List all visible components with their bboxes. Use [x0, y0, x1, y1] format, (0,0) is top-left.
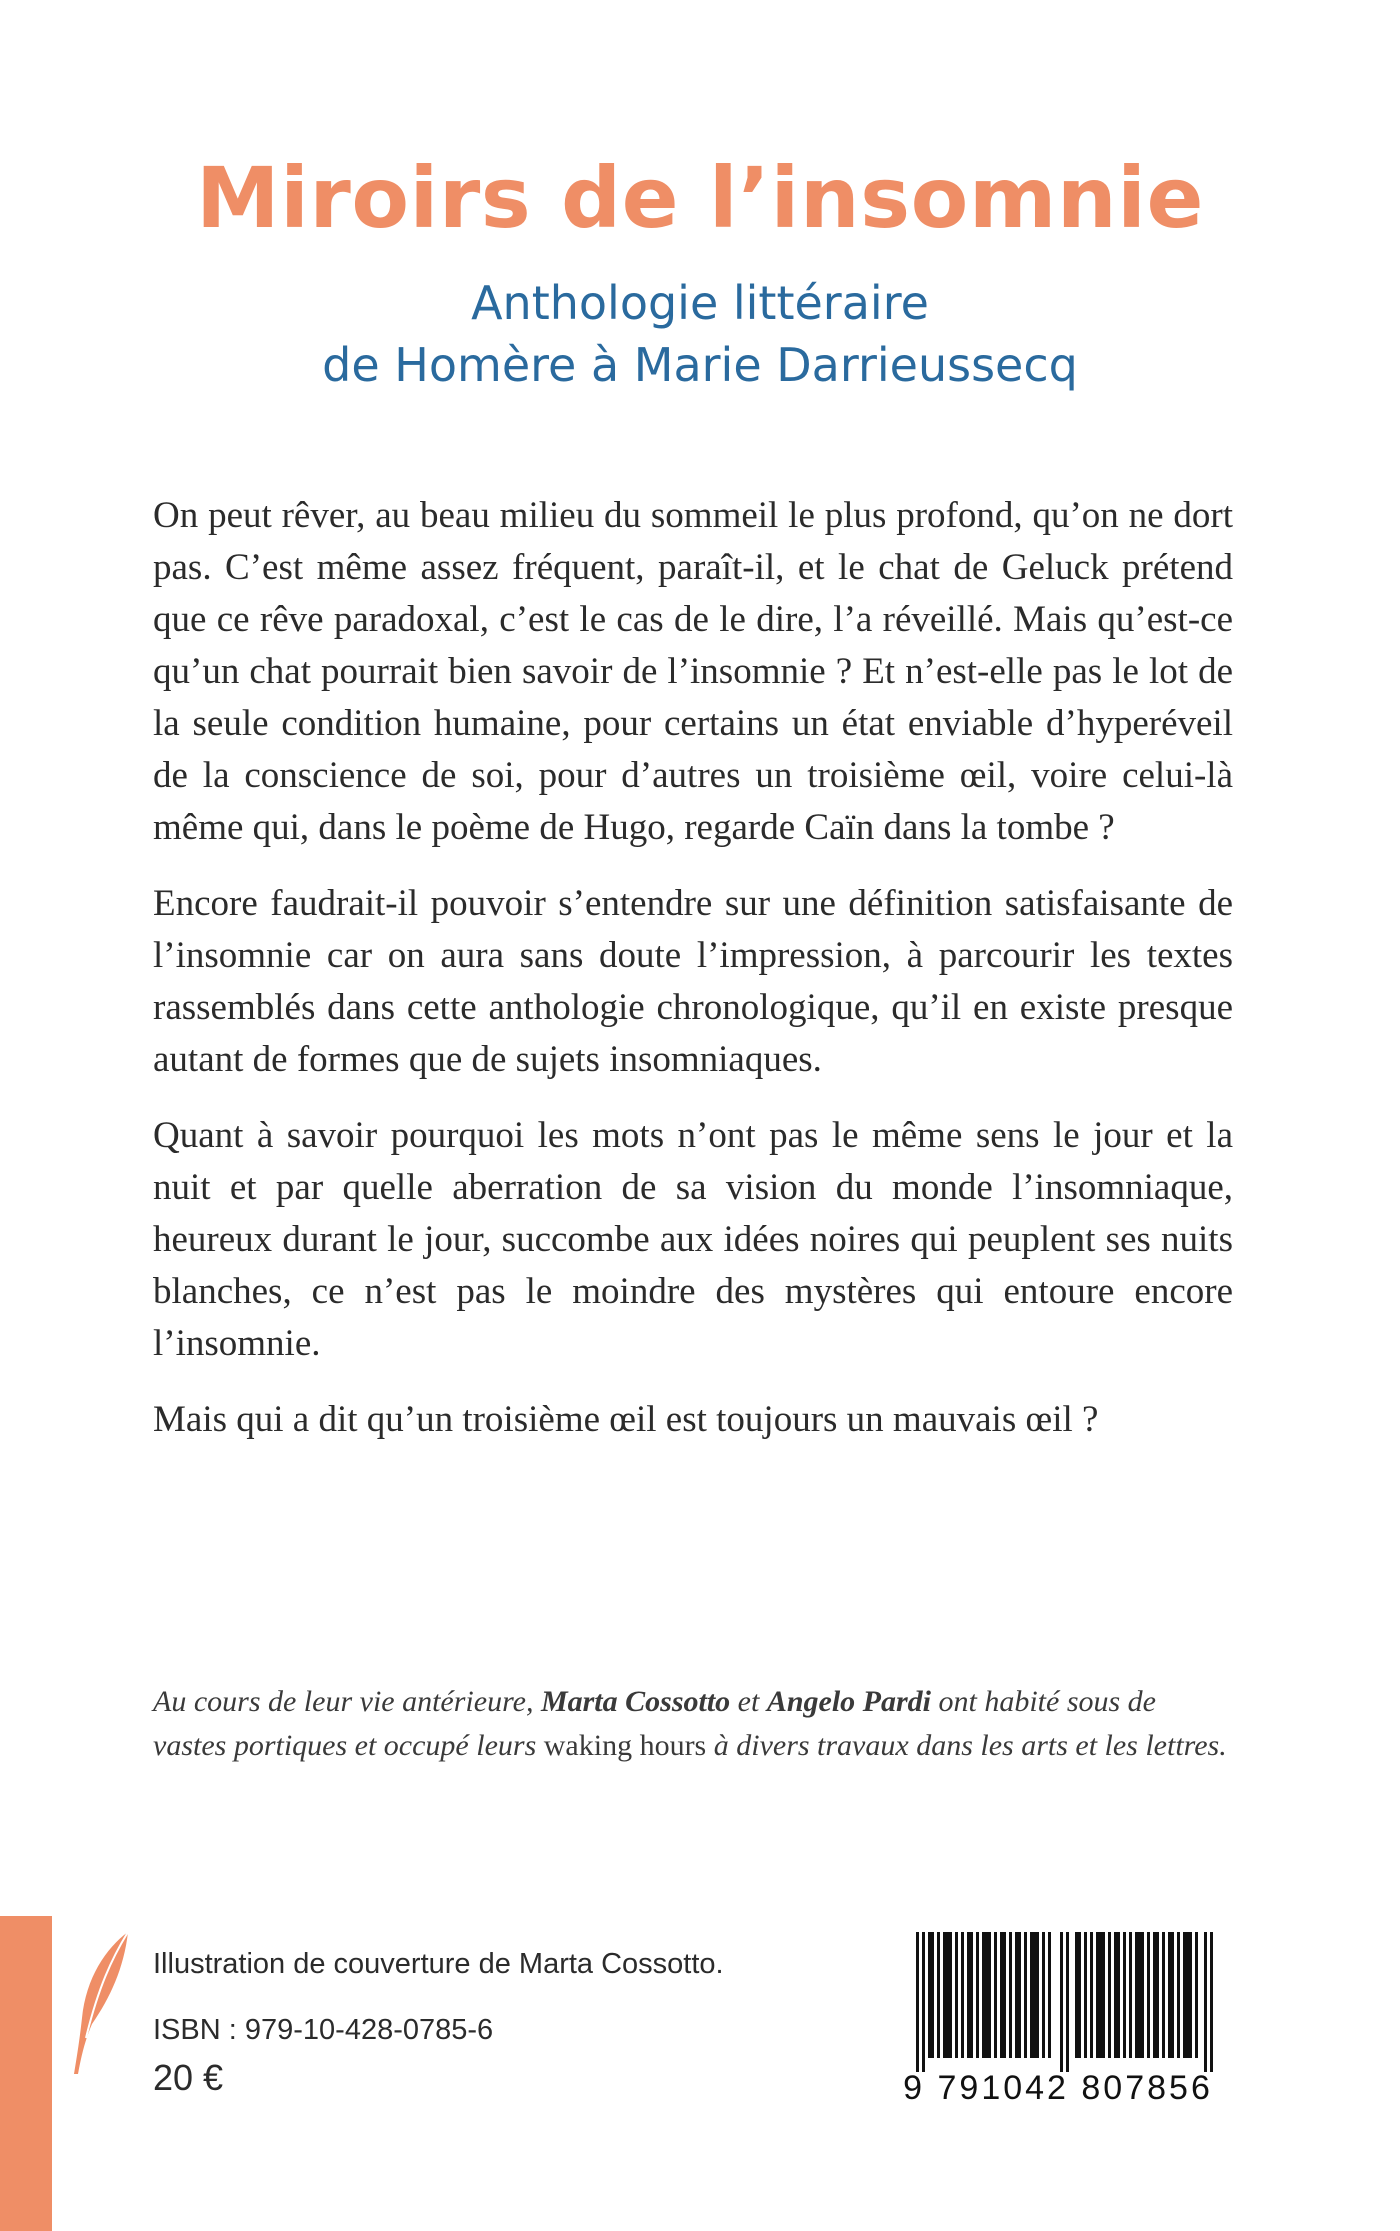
bio-english-phrase: waking hours — [543, 1729, 707, 1762]
blurb-paragraph-4: Mais qui a dit qu’un troisième œil est toujours un mauvais œil ? — [153, 1399, 1099, 1440]
feather-icon — [66, 1928, 136, 2078]
book-subtitle — [0, 272, 1400, 396]
bio-author-1: Marta Cossotto — [540, 1685, 731, 1718]
blurb-paragraph-3: Quant à savoir pourquoi les mots n’ont pas le même sens le jour et la nuit et par quelle aberration de sa vision du monde l’insomniaque, heureux durant le jour, succombe aux idées noires qui peuplent ses nuits blanches, ce n’est pas le moindre des mystères qui entoure encore l’insomnie. — [153, 1115, 1233, 1364]
book-title: Miroirs de l’insomnie — [196, 149, 1204, 247]
bio-mid: ont habité sous de vastes portiques et occupé leurs — [153, 1685, 1157, 1762]
barcode-icon — [916, 1932, 1216, 2072]
subtitle-line-1: Anthologie littéraire — [471, 276, 929, 330]
barcode — [888, 1932, 1228, 2112]
bio-and: et — [730, 1685, 767, 1718]
blurb-paragraph-2: Encore faudrait-il pouvoir s’entendre sur une définition satisfaisante de l’insomnie car on aura sans doute l’impression, à parcourir les textes rassemblés dans cette anthologie chronologique, qu’il en existe presque autant de formes que de sujets insomniaques. — [153, 883, 1233, 1080]
subtitle-line-2: de Homère à Marie Darrieussecq — [322, 338, 1078, 392]
illustration-credit: Illustration de couverture de Marta Cossotto. — [153, 1948, 724, 1980]
publisher-color-bar — [0, 1916, 52, 2231]
bio-end: à divers travaux dans les arts et les lettres. — [706, 1729, 1227, 1762]
author-bio — [153, 1680, 1233, 1768]
price: 20 € — [153, 2057, 224, 2098]
isbn: ISBN : 979-10-428-0785-6 — [153, 2014, 494, 2046]
blurb — [153, 490, 1233, 1470]
barcode-digits: 9 791042 807856 — [903, 2069, 1213, 2107]
blurb-paragraph-1: On peut rêver, au beau milieu du sommeil le plus profond, qu’on ne dort pas. C’est même assez fréquent, paraît-il, et le chat de Geluck prétend que ce rêve paradoxal, c’est le cas de le dire, l’a réveillé. Mais qu’est-ce qu’un chat pourrait bien savoir de l’insomnie ? Et n’est-elle pas le lot de la seule condition humaine, pour certains un état enviable d’hyperéveil de la conscience de soi, pour d’autres un troisième œil, voire celui-là même qui, dans le poème de Hugo, regarde Caïn dans la tombe ? — [153, 495, 1233, 848]
bio-author-2: Angelo Pardi — [766, 1685, 932, 1718]
bio-intro: Au cours de leur vie antérieure, — [153, 1685, 541, 1718]
